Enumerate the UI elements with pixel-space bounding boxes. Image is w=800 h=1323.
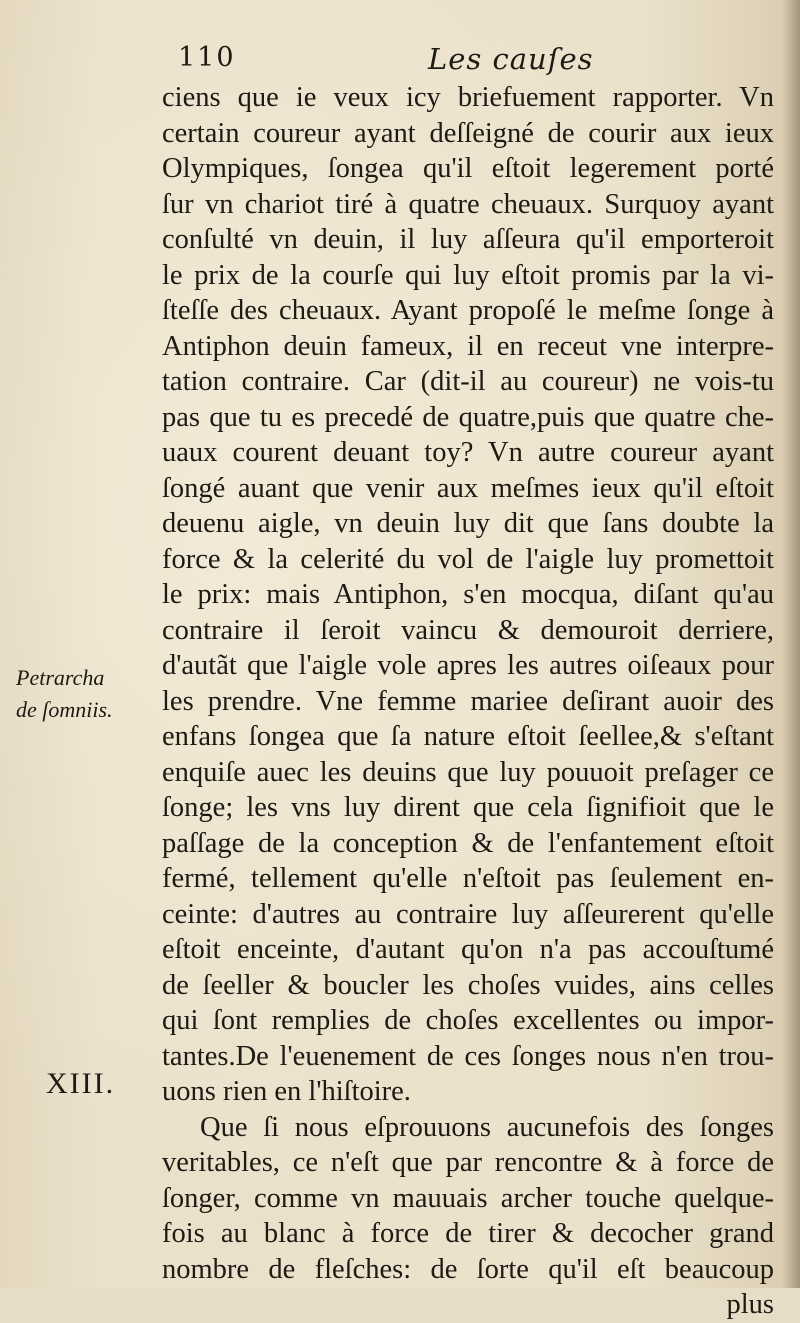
text-line: fermé, tellement qu'elle n'eſtoit pas ſeulement en- [162, 863, 774, 894]
page-edge-shadow [782, 0, 800, 1288]
text-line: fois au blanc à force de tirer & decocher grand [162, 1218, 774, 1249]
text-line: ſteſſe des cheuaux. Ayant propoſé le meſme ſonge à [162, 295, 774, 326]
margin-note-author: Petrarcha [16, 665, 105, 690]
text-line: ſur vn chariot tiré à quatre cheuaux. Surquoy ayant [162, 188, 774, 220]
text-line: tation contraire. Car (dit-il au coureur) ne vois-tu [162, 366, 774, 397]
text-line: le prix: mais Antiphon, s'en mocqua, diſant qu'au [162, 579, 774, 610]
text-line: ciens que ie veux icy briefuement rapporter. Vn [162, 82, 774, 113]
paragraph-start-line: Que ſi nous eſprouuons aucunefois des ſonges [200, 1111, 774, 1143]
text-line: veritables, ce n'eſt que par rencontre & à force de [162, 1147, 774, 1178]
text-line: Antiphon deuin fameux, il en receut vne interpre- [162, 330, 774, 362]
section-number: XIII. [46, 1067, 116, 1100]
text-line: ceinte: d'autres au contraire luy aſſeurerent qu'elle [162, 898, 774, 930]
text-line: pas que tu es precedé de quatre,puis que quatre che- [162, 401, 774, 433]
text-line: force & la celerité du vol de l'aigle luy promettoit [162, 543, 774, 575]
page-number: 110 [178, 42, 236, 73]
text-line: ſonge; les vns luy dirent que cela ſignifioit que le [162, 792, 774, 823]
text-line: qui ſont remplies de choſes excellentes ou impor- [162, 1005, 774, 1036]
margin-note [16, 662, 158, 726]
text-line: certain coureur ayant deſſeigné de courir aux ieux [162, 117, 774, 149]
text-line: contraire il ſeroit vaincu & demouroit derriere, [162, 614, 774, 646]
text-line: ſongé auant que venir aux meſmes ieux qu'il eſtoit [162, 472, 774, 504]
text-line: enquiſe auec les deuins que luy pouuoit preſager ce [162, 756, 774, 788]
running-title: Les cauſes [428, 42, 594, 76]
text-line: uons rien en l'hiſtoire. [162, 1076, 411, 1107]
text-line: eſtoit enceinte, d'autant qu'on n'a pas accouſtumé [162, 934, 774, 965]
text-line: deuenu aigle, vn deuin luy dit que ſans doubte la [162, 508, 774, 539]
text-line: tantes.De l'euenement de ces ſonges nous n'en trou- [162, 1040, 774, 1072]
text-line: Olympiques, ſongea qu'il eſtoit legerement porté [162, 153, 774, 184]
catchword: plus [726, 1289, 774, 1320]
text-line: paſſage de la conception & de l'enfantement eſtoit [162, 827, 774, 859]
body-text [162, 80, 774, 1323]
text-line: les prendre. Vne femme mariee deſirant auoir des [162, 685, 774, 717]
text-line: de ſeeller & boucler les choſes vuides, ains celles [162, 969, 774, 1001]
text-line: le prix de la courſe qui luy eſtoit promis par la vi- [162, 259, 774, 291]
text-line: ſonger, comme vn mauuais archer touche quelque- [162, 1182, 774, 1214]
text-line: enfans ſongea que ſa nature eſtoit ſeellee,& s'eſtant [162, 721, 774, 752]
text-line: conſulté vn deuin, il luy aſſeura qu'il emporteroit [162, 224, 774, 255]
margin-note-work: de ſomniis. [16, 697, 113, 722]
text-line: uaux courent deuant toy? Vn autre coureur ayant [162, 437, 774, 468]
text-line: d'autãt que l'aigle vole apres les autres oiſeaux pour [162, 650, 774, 681]
text-line: nombre de fleſches: de ſorte qu'il eſt beaucoup [162, 1253, 774, 1285]
page-header [0, 42, 800, 82]
